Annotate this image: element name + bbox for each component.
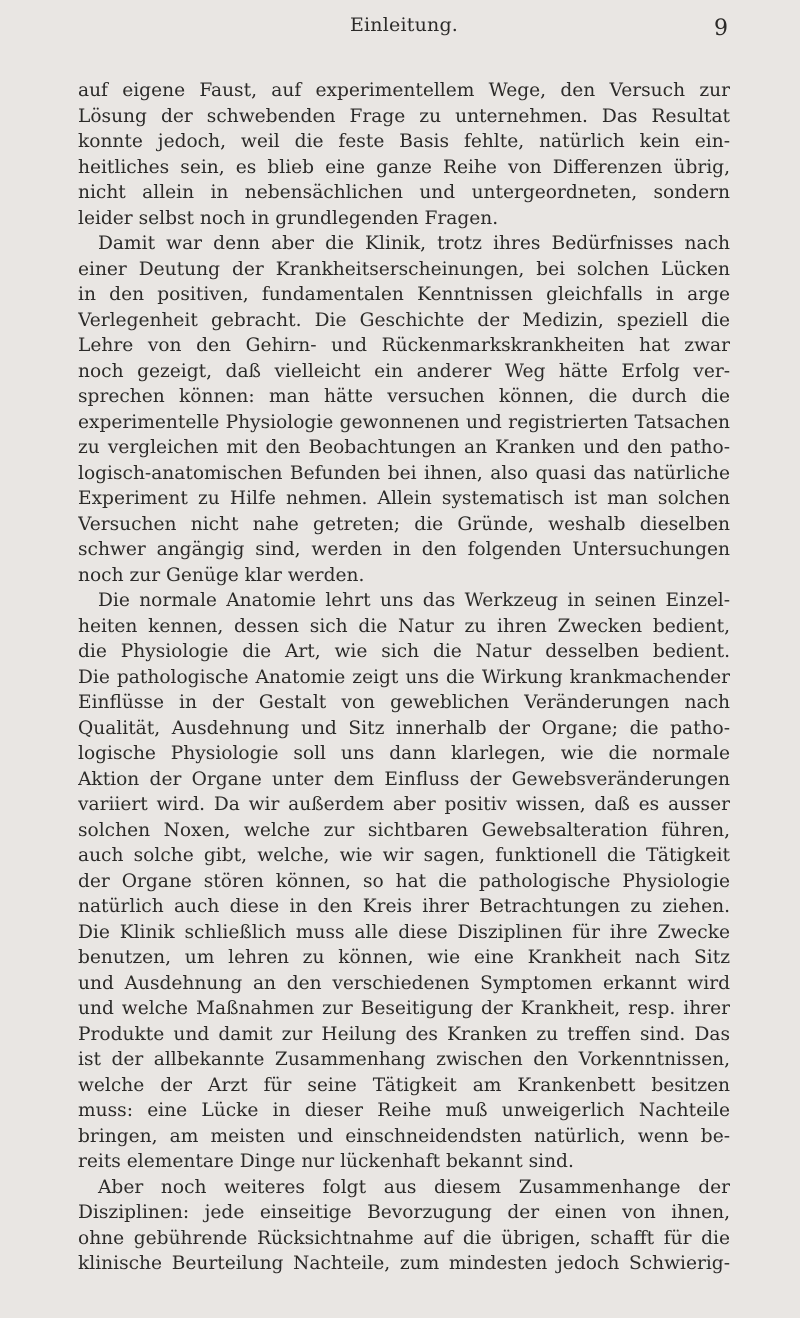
text-line: einer Deutung der Krankheitserscheinungen, bei solchen Lücken	[78, 258, 730, 280]
text-line: variiert wird. Da wir außerdem aber positiv wissen, daß es ausser	[78, 794, 730, 815]
text-line: heitliches sein, es blieb eine ganze Reihe von Differenzen übrig,	[78, 156, 730, 178]
text-line: Experiment zu Hilfe nehmen. Allein systematisch ist man solchen	[78, 488, 730, 509]
text-line: klinische Beurteilung Nachteile, zum mindesten jedoch Schwierig-	[78, 1253, 730, 1274]
text-line: experimentelle Physiologie gewonnenen und registrierten Tatsachen	[78, 411, 730, 433]
text-line: Aktion der Organe unter dem Einfluss der Gewebsveränderungen	[78, 768, 730, 790]
text-line: bringen, am meisten und einschneidendsten natürlich, wenn be-	[78, 1125, 730, 1147]
page-header	[78, 0, 730, 64]
text-line: welche der Arzt für seine Tätigkeit am Krankenbett besitzen	[78, 1074, 730, 1096]
text-line: und Ausdehnung an den verschiedenen Symptomen erkannt wird	[78, 972, 730, 994]
text-line: Einflüsse in der Gestalt von geweblichen Veränderungen nach	[78, 692, 730, 713]
text-line: Aber noch weiteres folgt aus diesem Zusammenhange der	[98, 1176, 730, 1198]
text-line: auch solche gibt, welche, wie wir sagen, funktionell die Tätigkeit	[78, 845, 730, 866]
text-line: solchen Noxen, welche zur sichtbaren Gewebsalteration führen,	[78, 819, 730, 841]
text-line: Die pathologische Anatomie zeigt uns die Wirkung krankmachender	[78, 666, 730, 688]
text-line: und welche Maßnahmen zur Beseitigung der Krankheit, resp. ihrer	[78, 998, 730, 1019]
text-line: natürlich auch diese in den Kreis ihrer Betrachtungen zu ziehen.	[78, 896, 730, 917]
text-line: Die normale Anatomie lehrt uns das Werkzeug in seinen Einzel-	[98, 590, 730, 611]
text-line: noch zur Genüge klar werden.	[78, 564, 365, 586]
text-line: Produkte und damit zur Heilung des Kranken zu treffen sind. Das	[78, 1023, 730, 1045]
text-line: muss: eine Lücke in dieser Reihe muß unweigerlich Nachteile	[78, 1100, 730, 1121]
text-line: in den positiven, fundamentalen Kenntnissen gleichfalls in arge	[78, 284, 730, 305]
text-line: Lehre von den Gehirn- und Rückenmarkskrankheiten hat zwar	[78, 335, 730, 356]
text-line: leider selbst noch in grundlegenden Fragen.	[78, 207, 499, 229]
text-line: logisch-anatomischen Befunden bei ihnen, also quasi das natürliche	[78, 462, 730, 484]
text-line: benutzen, um lehren zu können, wie eine Krankheit nach Sitz	[78, 947, 730, 968]
text-line: reits elementare Dinge nur lückenhaft bekannt sind.	[78, 1151, 574, 1172]
text-line: heiten kennen, dessen sich die Natur zu ihren Zwecken bedient,	[78, 615, 730, 637]
text-line: nicht allein in nebensächlichen und untergeordneten, sondern	[78, 182, 730, 203]
text-line: logische Physiologie soll uns dann klarlegen, wie die normale	[78, 743, 730, 764]
page-number: 9	[714, 16, 728, 41]
text-line: Die Klinik schließlich muss alle diese Disziplinen für ihre Zwecke	[78, 921, 730, 943]
text-line: schwer angängig sind, werden in den folgenden Untersuchungen	[78, 539, 730, 560]
text-line: Versuchen nicht nahe getreten; die Gründe, weshalb dieselben	[78, 513, 730, 535]
text-line: Qualität, Ausdehnung und Sitz innerhalb der Organe; die patho-	[78, 717, 730, 739]
text-line: ohne gebührende Rücksichtnahme auf die übrigen, schafft für die	[78, 1227, 730, 1249]
text-line: sprechen können: man hätte versuchen können, die durch die	[78, 386, 730, 407]
text-line: konnte jedoch, weil die feste Basis fehlte, natürlich kein ein-	[78, 131, 730, 152]
text-line: Verlegenheit gebracht. Die Geschichte der Medizin, speziell die	[78, 309, 730, 331]
text-line: ist der allbekannte Zusammenhang zwischen den Vorkenntnissen,	[78, 1049, 730, 1070]
text-line: noch gezeigt, daß vielleicht ein anderer Weg hätte Erfolg ver-	[78, 360, 730, 382]
text-line: Damit war denn aber die Klinik, trotz ihres Bedürfnisses nach	[98, 233, 730, 254]
text-line: die Physiologie die Art, wie sich die Natur desselben bedient.	[78, 641, 730, 662]
running-title: Einleitung.	[349, 14, 459, 36]
text-line: zu vergleichen mit den Beobachtungen an Kranken und den patho-	[78, 437, 730, 458]
text-line: Disziplinen: jede einseitige Bevorzugung der einen von ihnen,	[78, 1202, 730, 1223]
body-text	[78, 78, 730, 1277]
text-line: der Organe stören können, so hat die pathologische Physiologie	[78, 870, 730, 892]
text-line: Lösung der schwebenden Frage zu unternehmen. Das Resultat	[78, 105, 730, 127]
text-line: auf eigene Faust, auf experimentellem Wege, den Versuch zur	[78, 80, 730, 101]
